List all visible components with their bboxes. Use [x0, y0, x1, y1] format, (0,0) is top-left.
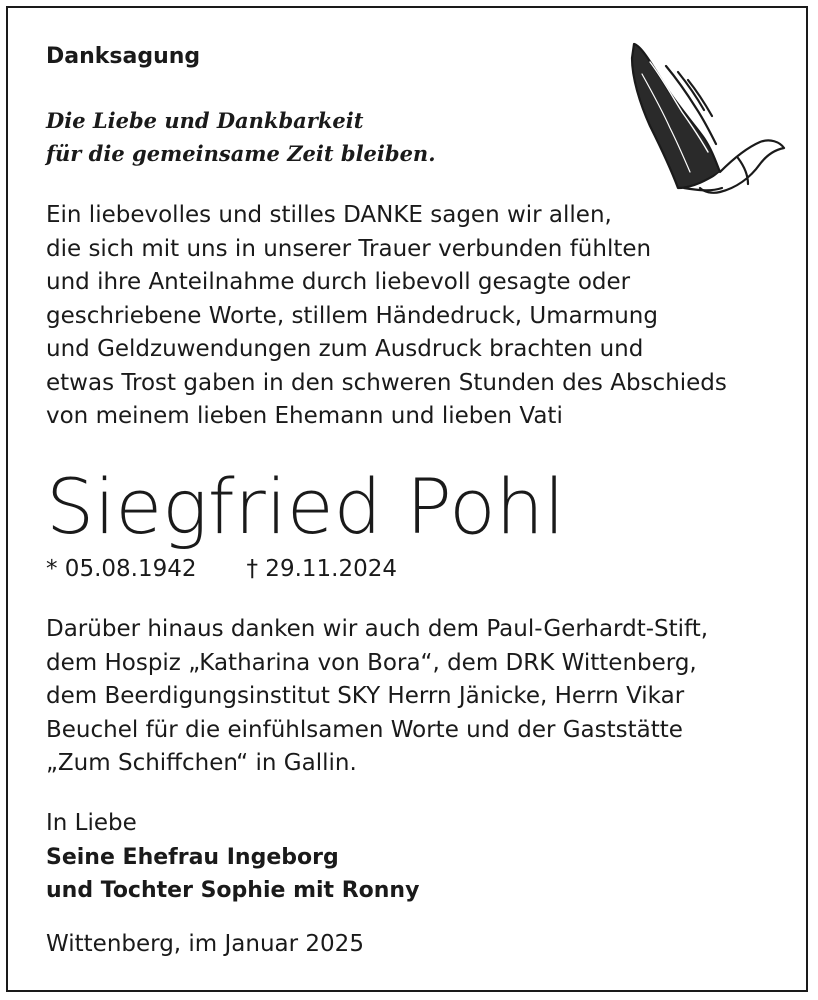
deceased-name: Siegfried Pohl	[46, 462, 565, 551]
paragraph-line: etwas Trost gaben in den schweren Stunden des Abschieds	[46, 369, 727, 396]
additional-thanks-paragraph	[46, 613, 708, 781]
life-dates	[46, 556, 397, 582]
paragraph-line: Beuchel für die einfühlsamen Worte und der Gaststätte	[46, 716, 683, 743]
paragraph-line: dem Hospiz „Katharina von Bora“, dem DRK Wittenberg,	[46, 649, 697, 676]
signer-line: und Tochter Sophie mit Ronny	[46, 878, 420, 903]
praying-hands-icon	[620, 38, 790, 198]
paragraph-line: und Geldzuwendungen zum Ausdruck brachten und	[46, 336, 644, 362]
thanks-paragraph	[46, 199, 727, 434]
place-date: Wittenberg, im Januar 2025	[46, 931, 364, 957]
paragraph-line: Darüber hinaus danken wir auch dem Paul-Gerhardt-Stift,	[46, 616, 709, 642]
paragraph-line: dem Beerdigungsinstitut SKY Herrn Jänicke, Herrn Vikar	[46, 683, 685, 709]
heading: Danksagung	[46, 44, 201, 69]
paragraph-line: „Zum Schiffchen“ in Gallin.	[46, 750, 357, 776]
birth-date: * 05.08.1942	[46, 556, 197, 582]
paragraph-line: die sich mit uns in unserer Trauer verbunden fühlten	[46, 235, 652, 262]
paragraph-line: und ihre Anteilnahme durch liebevoll gesagte oder	[46, 269, 631, 295]
closing	[46, 807, 419, 908]
paragraph-line: Ein liebevolles und stilles DANKE sagen wir allen,	[46, 202, 612, 228]
closing-intro: In Liebe	[46, 810, 137, 836]
quote	[46, 104, 436, 170]
paragraph-line: geschriebene Worte, stillem Händedruck, Umarmung	[46, 302, 658, 329]
paragraph-line: von meinem lieben Ehemann und lieben Vati	[46, 403, 563, 429]
quote-line: Die Liebe und Dankbarkeit	[46, 108, 364, 133]
quote-line: für die gemeinsame Zeit bleiben.	[46, 141, 436, 166]
signer-line: Seine Ehefrau Ingeborg	[46, 844, 339, 870]
death-date: † 29.11.2024	[246, 556, 397, 582]
